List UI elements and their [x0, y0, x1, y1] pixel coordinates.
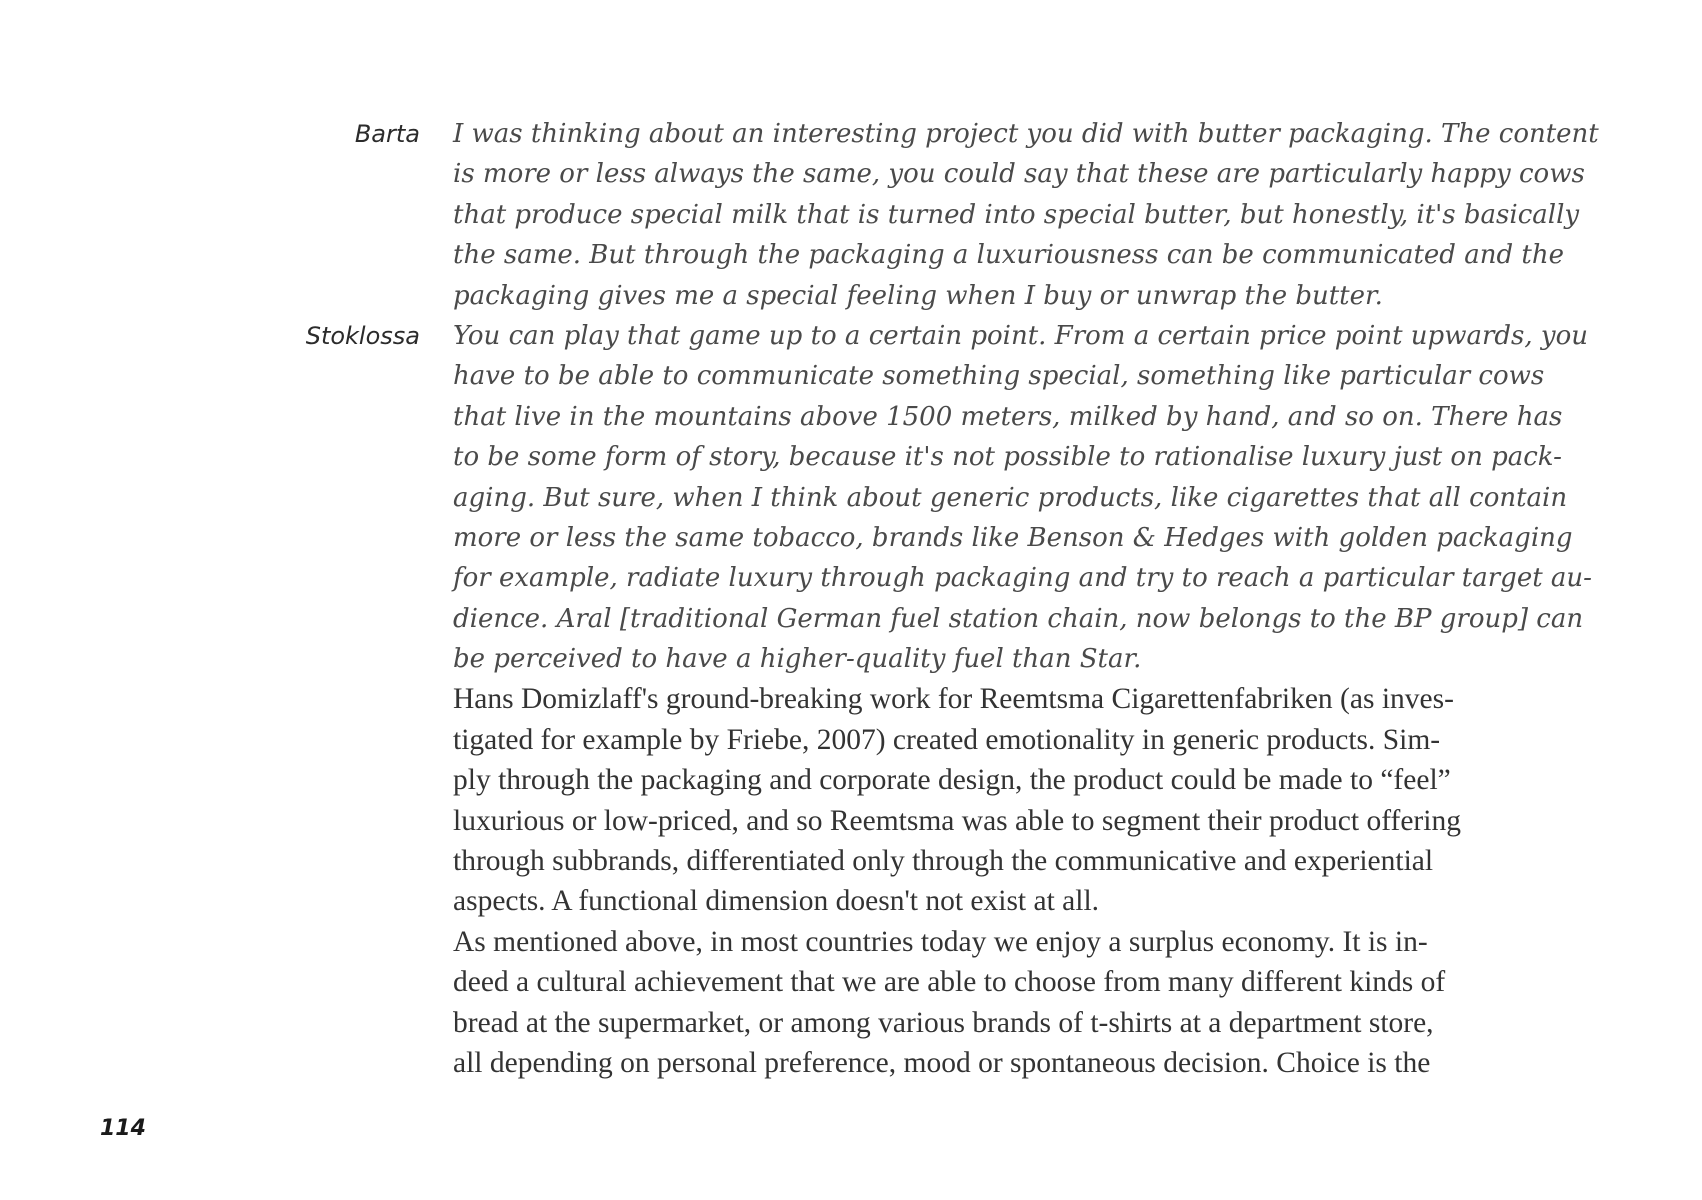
text-line: deed a cultural achievement that we are able to choose from many different kinds of	[453, 966, 1446, 999]
text-column	[453, 114, 1613, 1083]
body-paragraph-1	[453, 679, 1613, 921]
speaker-label-stoklossa: Stoklossa	[305, 322, 420, 350]
dialogue-stoklossa	[453, 316, 1613, 680]
text-line: that produce special milk that is turned into special butter, but honestly, it's basically	[453, 199, 1580, 230]
text-line: aging. But sure, when I think about generic products, like cigarettes that all contain	[453, 482, 1568, 513]
text-line: have to be able to communicate something special, something like particular cows	[453, 361, 1545, 392]
text-line: more or less the same tobacco, brands like Benson & Hedges with golden packaging	[453, 522, 1573, 553]
text-line: for example, radiate luxury through packaging and try to reach a particular target au-	[453, 563, 1592, 594]
text-line: ply through the packaging and corporate design, the product could be made to “feel”	[453, 764, 1451, 797]
page-number: 114	[100, 1116, 146, 1141]
text-line: be perceived to have a higher-quality fuel than Star.	[453, 644, 1142, 675]
text-line: all depending on personal preference, mood or spontaneous decision. Choice is the	[453, 1046, 1431, 1079]
text-line: You can play that game up to a certain point. From a certain price point upwards, you	[453, 320, 1588, 351]
speaker-label-barta: Barta	[354, 120, 420, 148]
text-line: bread at the supermarket, or among various brands of t-shirts at a department store,	[453, 1006, 1434, 1039]
text-line: Hans Domizlaff's ground-breaking work for Reemtsma Cigarettenfabriken (as inves-	[453, 683, 1454, 716]
body-paragraph-2	[453, 922, 1613, 1084]
text-line: As mentioned above, in most countries today we enjoy a surplus economy. It is in-	[453, 925, 1428, 958]
text-line: tigated for example by Friebe, 2007) created emotionality in generic products. Sim-	[453, 723, 1441, 756]
text-line: is more or less always the same, you could say that these are particularly happy cows	[453, 159, 1585, 190]
text-line: aspects. A functional dimension doesn't not exist at all.	[453, 885, 1100, 918]
text-line: dience. Aral [traditional German fuel station chain, now belongs to the BP group] can	[453, 603, 1584, 634]
text-line: I was thinking about an interesting project you did with butter packaging. The content	[453, 119, 1599, 149]
text-line: that live in the mountains above 1500 meters, milked by hand, and so on. There has	[453, 401, 1563, 432]
text-line: packaging gives me a special feeling when I buy or unwrap the butter.	[453, 280, 1383, 311]
text-line: luxurious or low-priced, and so Reemtsma was able to segment their product offering	[453, 804, 1461, 837]
text-line: through subbrands, differentiated only through the communicative and experiential	[453, 845, 1434, 878]
text-line: the same. But through the packaging a luxuriousness can be communicated and the	[453, 240, 1564, 271]
text-line: to be some form of story, because it's not possible to rationalise luxury just on pack-	[453, 442, 1562, 473]
dialogue-barta	[453, 114, 1613, 316]
